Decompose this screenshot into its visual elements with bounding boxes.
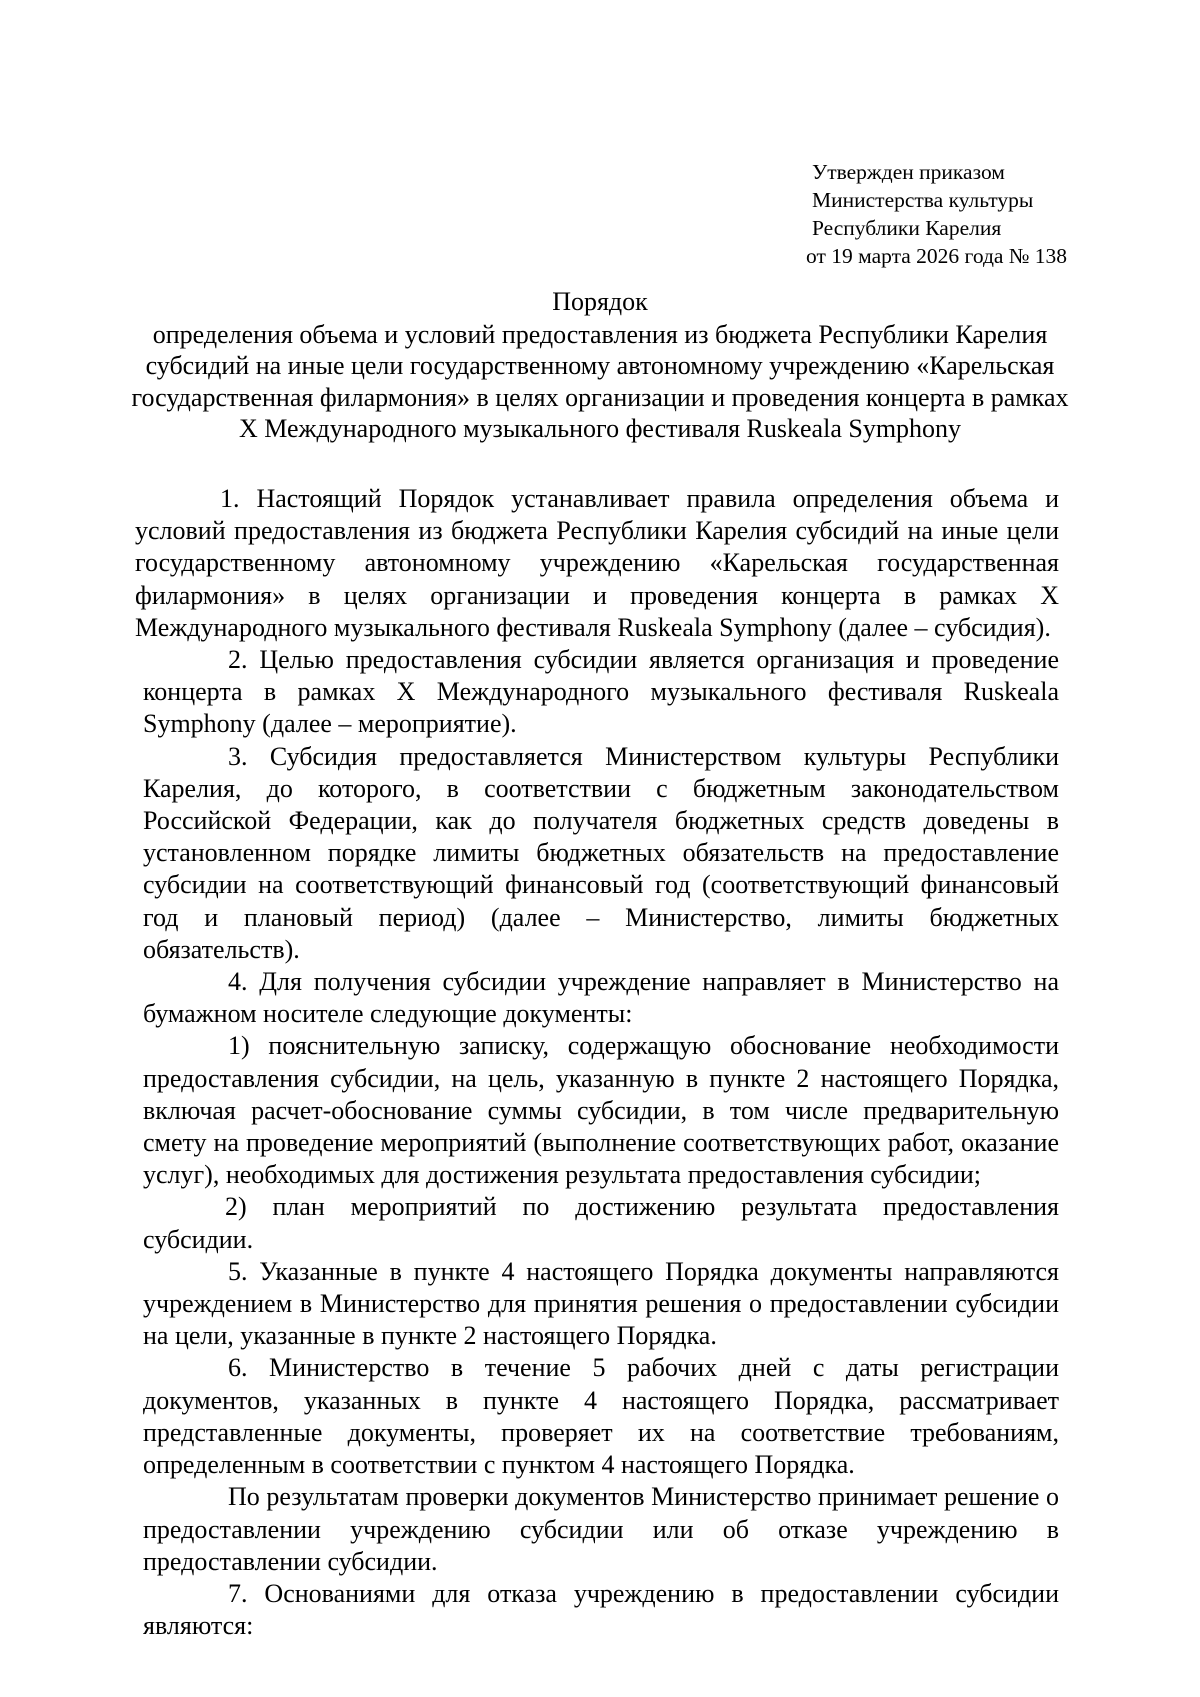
paragraph-6: 6. Министерство в течение 5 рабочих дней с даты регистрации документов, указанных в пункте 4 настоящего Порядка, рассматривает представленные документы, проверяет их на соответствие требованиям, определенным в соответствии с пунктом 4 настоящего Порядка. [143, 1353, 1059, 1480]
approval-line-1: Утвержден приказом [812, 160, 1005, 184]
document-title [130, 286, 1070, 445]
paragraph-4-item-1: 1) пояснительную записку, содержащую обоснование необходимости предоставления субсидии, на цель, указанную в пункте 2 настоящего Порядка, включая расчет-обоснование суммы субсидии, в том числе предварительную смету на проведение мероприятий (выполнение соответствующих работ, оказание услуг), необходимых для достижения результата предоставления субсидии; [143, 1031, 1059, 1190]
paragraph-1: 1. Настоящий Порядок устанавливает правила определения объема и условий предоставления из бюджета Республики Карелия субсидий на иные цели государственному автономному учреждению «Карельская государственная филармония» в целях организации и проведения концерта в рамках X Международного музыкального фестиваля Ruskeala Symphony (далее – субсидия). [135, 484, 1059, 642]
paragraph-4: 4. Для получения субсидии учреждение направляет в Министерство на бумажном носителе следующие документы: [143, 967, 1059, 1029]
paragraph-7: 7. Основаниями для отказа учреждению в предоставлении субсидии являются: [143, 1578, 1059, 1641]
approval-line-3: Республики Карелия [812, 216, 1002, 240]
paragraph-5: 5. Указанные в пункте 4 настоящего Порядка документы направляются учреждением в Министерство для принятия решения о предоставлении субсидии на цели, указанные в пункте 2 настоящего Порядка. [143, 1256, 1059, 1351]
title-heading: Порядок [552, 287, 648, 316]
document-body [135, 483, 1059, 1642]
paragraph-6-decision: По результатам проверки документов Министерство принимает решение о предоставлении учреждению субсидии или об отказе учреждению в предоставлении субсидии. [143, 1482, 1059, 1576]
approval-line-2: Министерства культуры [812, 188, 1034, 212]
approval-date-line: от 19 марта 2026 года № 138 [806, 244, 1067, 268]
paragraph-4-item-2: 2) план мероприятий по достижению результата предоставления субсидии. [143, 1192, 1059, 1254]
approval-stamp [806, 158, 1067, 270]
paragraph-3: 3. Субсидия предоставляется Министерством культуры Республики Карелия, до которого, в соответствии с бюджетным законодательством Российской Федерации, как до получателя бюджетных средств доведены в установленном порядке лимиты бюджетных обязательств на предоставление субсидии на соответствующий финансовый год (соответствующий финансовый год и плановый период) (далее – Министерство, лимиты бюджетных обязательств). [143, 741, 1059, 964]
paragraph-2: 2. Целью предоставления субсидии является организация и проведение концерта в рамках X Международного музыкального фестиваля Ruskeala Symphony (далее – мероприятие). [143, 645, 1059, 739]
title-subtitle: определения объема и условий предоставления из бюджета Республики Карелия субсидий на иные цели государственному автономному учреждению «Карельская государственная филармония» в целях организации и проведения концерта в рамках X Международного музыкального фестиваля Ruskeala Symphony [131, 319, 1069, 443]
